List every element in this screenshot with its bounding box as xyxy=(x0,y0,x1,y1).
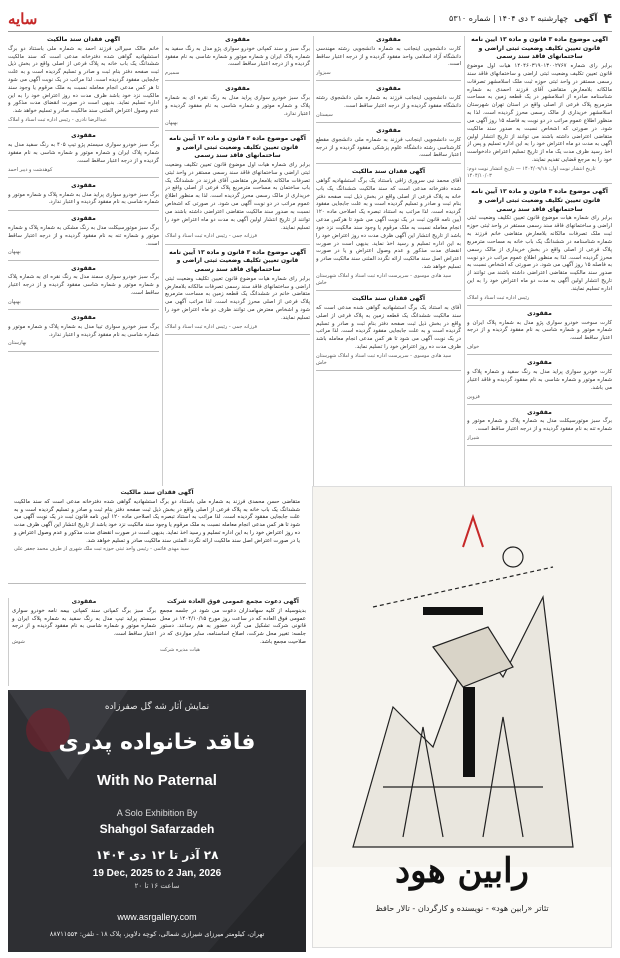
notice-title: مفقودی xyxy=(71,181,96,189)
notice-body: کارت سوخت خودرو سواری پژو مدل به شماره پلاک ایران و شماره موتور و شماره شاسی به نام مفقود گردیده و از درجه اعتبار ساقط است. xyxy=(467,319,612,342)
notice-signature: شیراز xyxy=(467,435,480,442)
notice-body: برگ سبز برگ کمپانی سند کمپانی بیمه نامه خودرو سواری سیستم پراید تیپ مدل به رنگ سفید به شماره پلاک ایران و شماره موتور و شماره شاسی به نام مفقود گردیده و از درجه اعتبار ساقط است. xyxy=(12,607,156,638)
notice-title: مفقودی xyxy=(376,85,401,93)
notice-title: مفقودی xyxy=(527,408,552,416)
notice-title: مفقودی xyxy=(71,598,97,605)
notice-title: آگهی فقدان سند مالکیت xyxy=(351,295,426,303)
notice xyxy=(8,132,159,177)
notice-title: آگهی فقدان سند مالکیت xyxy=(351,168,426,176)
notice-title: مفقودی xyxy=(225,85,250,93)
notice-signature: بهبهان xyxy=(8,249,21,256)
notice-signature: سبزوار xyxy=(316,70,331,77)
exhibition-ad xyxy=(8,690,306,952)
column-2 xyxy=(316,36,461,486)
notice-body: برگ سبز موتورسیکلت مدل به رنگ مشکی به شماره پلاک و شماره موتور و شماره تنه به نام مفقود گردیده و از درجه اعتبار ساقط است. xyxy=(8,224,159,247)
notice-body: آقای محمد نبی سروری زاقی باستناد یک برگ استشهادیه گواهی شده دفترخانه مدعی است که سند مالکیت ششدانگ یک باب خانه به پلاک فرعی از اصلی واقع در بخش ذیل ثبت صفحه دفتر بنام ثبت و صادر و تسلیم گردیده است و به علت جابجایی مفقود گردیده است. لذا مراتب به استناد تبصره یک اصلاحی ماده ۱۲۰ آیین نامه قانون ثبت در یک نوبت آگهی می شود تا هرکس مدعی انجام معامله نسبت به ملک مرقوم یا وجود سند مالکیت نزد خود باشد از تاریخ انتشار این آگهی ظرف مدت ده روز اعتراض خود را به این اداره تسلیم و رسید اخذ نماید. بدیهی است در صورت انقضای مدت مذکور و عدم وصول اعتراض و یا در صورت اعتراض اصل سند مالکیت ارائه نگردد المثنی سند مالکیت صادر و تسلیم خواهد شد. xyxy=(316,177,461,270)
notice-title: آگهی فقدان سند مالکیت xyxy=(120,489,194,496)
notice xyxy=(8,265,159,310)
ad-date-fa: ۲۸ آذر تا ۱۲ دی ۱۴۰۴ xyxy=(95,848,219,862)
notice-body: کارت دانشجویی اینجانب فرزند به شماره ملی دانشجوی رشته دانشگاه مفقود گردیده و از درجه اعتبار ساقط است. xyxy=(316,95,461,109)
column-4 xyxy=(8,36,159,486)
notice-title: مفقودی xyxy=(71,314,96,321)
notice xyxy=(316,127,461,164)
notice-body: کارت دانشجویی اینجانب فرزند به شماره ملی دانشجوی مقطع کارشناسی رشته دانشگاه علوم پزشکی مفقود گردیده و از درجه اعتبار ساقط است. xyxy=(316,136,461,159)
notice xyxy=(165,85,310,130)
notice xyxy=(467,409,612,447)
poster-illustration xyxy=(313,487,612,867)
ad-address: تهران، کیلومتر میرزای شیرازی شمالی، کوچه دلاویز، پلاک ۱۸ - تلفن: ۸۸۷۱۱۵۵۴ xyxy=(49,930,265,938)
notice-signature: سمیرم xyxy=(165,70,180,77)
notice-body: برگ سبز خودرو سواری تیبا مدل به شماره پلاک و شماره موتور و شماره شاسی به نام مفقود گردیده و اعتبار ندارد. xyxy=(8,323,159,338)
ad-title-fa: فاقد خانواده پدری xyxy=(58,730,256,755)
notice-title: آگهی دعوت مجمع عمومی فوق العاده شرکت xyxy=(166,598,299,605)
notice-title: مفقودی xyxy=(225,36,250,43)
notice-body: کارت دانشجویی اینجانب به شماره دانشجویی رشته مهندسی دانشگاه آزاد اسلامی واحد مفقود گردیده و از درجه اعتبار ساقط است. xyxy=(316,45,461,68)
poster-title: رابین هود xyxy=(395,851,529,891)
column-divider xyxy=(313,36,314,486)
notice-signature: بهبهان xyxy=(8,298,21,305)
issue-info: چهارشنبه ۳ دی ۱۴۰۴ | شماره ۵۳۱۰ xyxy=(449,14,569,23)
notice-body: برگ سبز خودرو سواری سیستم پژو تیپ ۴۰۵ به رنگ سفید مدل به شماره پلاک ایران و شماره موتور و شماره شاسی به نام مفقود گردیده و از درجه اعتبار ساقط است. xyxy=(8,142,159,164)
notice-title: مفقودی xyxy=(71,215,96,223)
notice-body: متقاضی حسن محمدی فرزند به شماره ملی باستناد دو برگ استشهادیه گواهی شده دفترخانه مدعی است که سند مالکیت ششدانگ یک باب خانه به پلاک فرعی از اصلی واقع در بخش ذیل ثبت صفحه دفتر بنام ثبت و صادر و تسلیم گردیده است و به علت جابجایی مفقود گردیده است. لذا مراتب به استناد تبصره یک اصلاحی ماده ۱۲۰ آیین نامه قانون ثبت در یک نوبت آگهی می شود تا هر کس مدعی انجام معامله نسبت به ملک مرقوم یا وجود سند مالکیت نزد خود باشد از تاریخ انتشار این آگهی ظرف مدت ده روز اعتراض خود را به این اداره تسلیم و رسید اخذ نماید. بدیهی است در صورت انقضای مدت مذکور و عدم وصول اعتراض و یا در صورت اعتراض اصل سند مالکیت ارائه نگردد المثنی سند مالکیت صادر و تسلیم خواهد شد. xyxy=(14,498,300,544)
masthead-info xyxy=(449,11,612,27)
notice xyxy=(8,182,159,211)
notice-title: آگهی فقدان سند مالکیت xyxy=(46,36,121,43)
notice-body: برگ سبز و سند کمپانی خودرو سواری پژو مدل به رنگ سفید به شماره پلاک ایران و شماره موتور و شماره شاسی به نام مفقود گردیده و از درجه اعتبار ساقط است. xyxy=(165,45,310,68)
notice xyxy=(165,249,310,335)
notice-lost-deed-wide xyxy=(8,486,306,584)
notice-body: بدینوسیله از کلیه سهامداران دعوت می شود در جلسه مجمع عمومی فوق العاده که در ساعت روز مورخ ۱۴۰۴/۱۰/۱۵ در محل قانونی شرکت تشکیل می گردد حضور به هم رسانند. دستور جلسه: تغییر محل شرکت، اصلاح اساسنامه، سایر مواردی که در صلاحیت مجمع باشد. xyxy=(160,607,306,645)
notice xyxy=(467,36,612,184)
newspaper-logo: سایه xyxy=(8,9,38,28)
notice-signature: سید هادی موسوی - سرپرست اداره ثبت اسناد و املاک شهرستان خاش xyxy=(316,272,452,287)
notice-title: آگهی موضوع ماده ۳ قانون و ماده ۱۳ آیین نامه قانون تعیین تکلیف وضعیت ثبتی اراضی و ساختمانهای فاقد سند رسمی xyxy=(471,188,608,213)
notice-signature: فرزانه جمی - رئیس اداره ثبت اسناد و املاک xyxy=(165,233,258,240)
column-1 xyxy=(467,36,612,486)
ad-date-en: 19 Dec, 2025 to 2 Jan, 2026 xyxy=(92,868,222,879)
notice-signature: هیات مدیره شرکت xyxy=(160,646,200,653)
notice-body: خانم مالک سیرالی فرزند احمد به شماره ملی باستناد دو برگ استشهادیه گواهی شده دفترخانه مدعی است که سند مالکیت ششدانگ یک باب خانه به پلاک فرعی از اصلی واقع در بخش ذیل ثبت صفحه دفتر بنام ثبت و صادر و تسلیم گردیده است و به علت جابجایی مفقود گردیده است. لذا مراتب در یک نوبت آگهی می شود تا هر کس مدعی انجام معامله نسبت به ملک مرقوم یا وجود سند مالکیت نزد خود باشد ظرف مدت ده روز اعتراض خود را به این اداره تسلیم نماید. بدیهی است در صورت انقضای مدت مذکور و عدم وصول اعتراض المثنی سند مالکیت صادر و تسلیم خواهد شد. xyxy=(8,45,159,115)
notice-signature: سید مهدی قائمی - رئیس واحد ثبتی حوزه ثبت ملک شهری از طرف محمد جعفر علی xyxy=(14,545,189,552)
notice xyxy=(316,85,461,123)
notice-signature: تاریخ انتشار نوبت اول: ۱۴۰۴/۰۹/۱۸ — تاریخ انتشار نوبت دوم: ۱۴۰۴/۱۰/۰۳ xyxy=(467,165,596,180)
notice-signature: خواف xyxy=(467,344,480,351)
notice-title: مفقودی xyxy=(527,359,552,367)
notice-title: آگهی موضوع ماده ۳ قانون و ماده ۱۳ آیین نامه قانون تعیین تکلیف وضعیت ثبتی اراضی و ساختمانهای فاقد سند رسمی xyxy=(169,248,306,273)
notice xyxy=(467,188,612,306)
notice-body: برابر رای شماره هیات اول موضوع قانون تعیین تکلیف وضعیت ثبتی اراضی و ساختمانهای فاقد سند رسمی مستقر در واحد ثبتی تصرفات مالکانه بلامعارض متقاضی آقای فرزند در ششدانگ یک باب ساختمان به مساحت مترمربع پلاک فرعی از اصلی واقع در خریداری از مالک رسمی محرز گردیده است. لذا به منظور اطلاع عموم مراتب در دو نوبت آگهی می شود. در صورتی که اشخاص نسبت به صدور سند مالکیت متقاضی اعتراضی داشته باشند می توانند از تاریخ انتشار اولین آگهی به مدت دو ماه اعتراض خود را تسلیم نمایند. xyxy=(165,161,310,231)
ad-artist: Shahgol Safarzadeh xyxy=(99,822,215,836)
column-divider xyxy=(162,36,163,486)
notice-title: مفقودی xyxy=(71,132,96,140)
notice xyxy=(316,36,461,81)
notice xyxy=(467,359,612,404)
poster-subtitle: تئاتر «رابین هود» - نویسنده و کارگردان - تالار حافظ xyxy=(375,904,549,913)
notice-signature: قزوین xyxy=(467,393,480,400)
notice-title: آگهی موضوع ماده ۳ قانون و ماده ۱۳ آیین نامه قانون تعیین تکلیف وضعیت ثبتی اراضی و ساختمانهای فاقد سند رسمی xyxy=(169,134,306,160)
notice xyxy=(467,310,612,355)
notice-signature: سید هادی موسوی - سرپرست اداره ثبت اسناد و املاک شهرستان خاش xyxy=(316,352,452,367)
notice-body: برگ سبز خودرو سواری پراید مدل به شماره پلاک و شماره موتور و شماره شاسی به نام مفقود گردیده و اعتبار ندارد. xyxy=(8,191,159,206)
notice-title: مفقودی xyxy=(376,127,401,135)
notice xyxy=(165,135,310,245)
notice-body: برگ سبز موتورسیکلت مدل به شماره پلاک و شماره موتور و شماره تنه به نام مفقود گردیده و از درجه اعتبار ساقط است. xyxy=(467,418,612,433)
notice-title: مفقودی xyxy=(376,36,401,43)
notice xyxy=(8,36,159,128)
ad-time: ساعت ۱۶ تا ۲۰ xyxy=(134,882,180,890)
ad-website: www.asrgallery.com xyxy=(117,912,197,922)
notice-signature: بهارستان xyxy=(8,340,27,347)
notice-signature: کوهدشت و دیبر احمد xyxy=(8,166,53,173)
notice xyxy=(165,36,310,81)
ad-title-en: With No Paternal xyxy=(97,772,217,789)
masthead xyxy=(8,6,612,32)
column-divider xyxy=(464,36,465,486)
notice xyxy=(8,215,159,260)
notice-signature: رئیس اداره ثبت اسناد و املاک xyxy=(467,294,530,301)
notice-signature: شوش xyxy=(12,639,25,645)
notice-body: برگ سبز خودرو سواری پراید مدل به رنگ نقره ای به شماره پلاک و شماره موتور و شماره شاسی به نام مفقود گردیده و اعتبار ندارد. xyxy=(165,95,310,117)
notice-body: برابر رای شماره هیات موضوع قانون تعیین تکلیف وضعیت ثبتی اراضی و ساختمانهای فاقد سند رسمی تصرفات مالکانه بلامعارض متقاضی خانم در ششدانگ یک قطعه زمین به مساحت مترمربع پلاک فرعی از اصلی محرز گردیده است. لذا مراتب آگهی می شود و اشخاص معترض می توانند ظرف دو ماه اعتراض خود را تسلیم نمایند. xyxy=(165,275,310,321)
notice-title: مفقودی xyxy=(71,264,96,272)
notice-signature: عبدالرضا نادری - رئیس اداره ثبت اسناد و املاک xyxy=(8,117,107,124)
notice-signature: سیستان xyxy=(316,111,333,118)
column-3 xyxy=(165,36,310,486)
section-name: آگهی xyxy=(574,13,598,24)
notice-body: برگ سبز خودرو سواری سمند مدل به رنگ نقره ای به شماره پلاک و شماره موتور و شماره شاسی مفقود گردیده و از درجه اعتبار ساقط است. xyxy=(8,274,159,296)
notice-body: کارت خودرو سواری پراید مدل به رنگ سفید و شماره پلاک و شماره موتور و شماره شاسی به نام مفقود گردیده و فاقد اعتبار می باشد. xyxy=(467,369,612,391)
ad-solo-label: A Solo Exhibition By xyxy=(116,808,198,818)
ad-heading: نمایش آثار شه گل صفرزاده xyxy=(104,702,210,712)
notice-body: آقای به استناد یک برگ استشهادیه گواهی شده مدعی است که سند مالکیت ششدانگ یک قطعه زمین به پلاک فرعی از اصلی واقع در بخش ذیل ثبت صفحه دفتر بنام ثبت و صادر و تسلیم گردیده است و به علت جابجایی مفقود گردیده است. لذا مراتب در یک نوبت آگهی می شود تا هر کس مدعی انجام معامله باشد ظرف مدت ده روز اعتراض خود را تسلیم نماید. xyxy=(316,305,461,351)
notice-signature: فرزانه جمی - رئیس اداره ثبت اسناد و املاک xyxy=(165,323,258,330)
notice xyxy=(316,295,461,371)
notice xyxy=(316,168,461,291)
notice-general-assembly xyxy=(160,598,306,686)
notice-title: آگهی موضوع ماده ۳ قانون و ماده ۱۳ آیین نامه قانون تعیین تکلیف وضعیت ثبتی اراضی و ساختمانهای فاقد سند رسمی xyxy=(471,36,608,61)
notice-title: مفقودی xyxy=(527,309,552,317)
notice-body: برابر رای شماره هیات موضوع قانون تعیین تکلیف وضعیت ثبتی اراضی و ساختمانهای فاقد سند رسمی مستقر در واحد ثبتی حوزه ثبت ملک تصرفات مالکانه بلامعارض متقاضی خانم فرزند به شماره شناسنامه در ششدانگ یک باب خانه به مساحت مترمربع پلاک فرعی از اصلی واقع در بخش خریداری از مالک رسمی محرز گردیده است. لذا به منظور اطلاع عموم مراتب در دو نوبت به فاصله ۱۵ روز آگهی می شود. در صورتی که اشخاص نسبت به صدور سند مالکیت متقاضی اعتراضی داشته باشند می توانند از تاریخ انتشار اولین آگهی به مدت دو ماه اعتراض خود را به این اداره تسلیم نمایند. xyxy=(467,215,612,292)
notice xyxy=(8,314,159,352)
notice-signature: بهبهان xyxy=(165,119,178,126)
notice-lost-vehicle-docs xyxy=(8,598,156,686)
page-number: ۴ xyxy=(603,10,612,27)
theater-poster xyxy=(312,486,612,948)
notice-body: برابر رای شماره ۱۴۰۴۶۰۳۱۹۰۱۳۰۰۲۷۶۷ هیات اول موضوع قانون تعیین تکلیف وضعیت ثبتی اراضی و ساختمانهای فاقد سند رسمی مستقر در واحد ثبتی حوزه ثبت ملک اسلامشهر تصرفات مالکانه بلامعارض متقاضی آقای فرزند احمدی به شماره شناسنامه صادره از اسلامشهر در یک قطعه زمین به مساحت مترمربع پلاک فرعی از اصلی واقع در استان تهران شهرستان اسلامشهر خریداری از مالک رسمی محرز گردیده است. لذا به منظور اطلاع عموم مراتب در دو نوبت به فاصله ۱۵ روز آگهی می شود. در صورتی که اشخاص نسبت به صدور سند مالکیت متقاضی اعتراضی داشته باشند می توانند از تاریخ انتشار اولین آگهی به مدت دو ماه اعتراض خود را به این اداره تسلیم و پس از اخذ رسید ظرف مدت یک ماه از تاریخ تسلیم اعتراض دادخواست خود را به مرجع قضایی تقدیم نمایند. xyxy=(467,63,612,163)
